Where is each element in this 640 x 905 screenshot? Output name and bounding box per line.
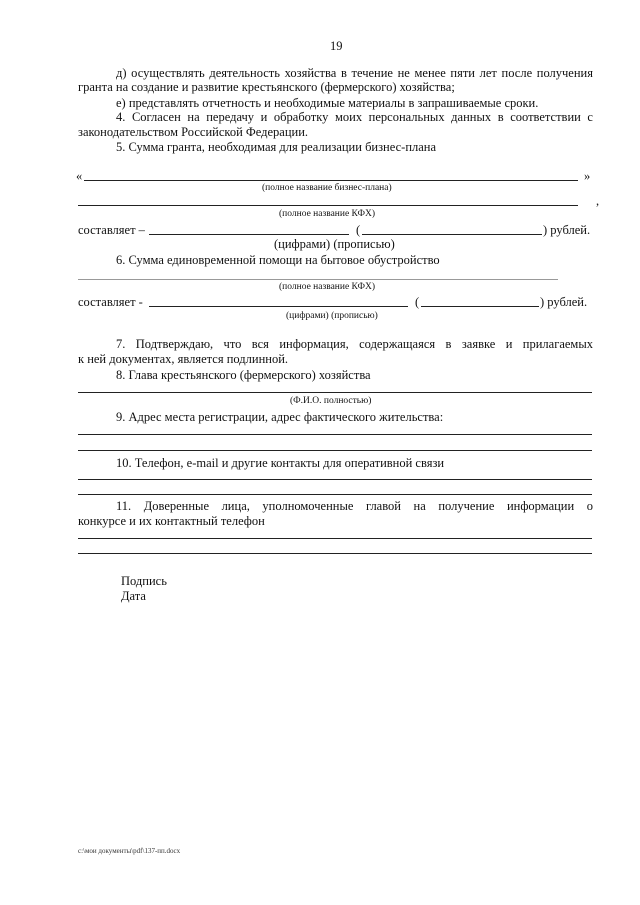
paragraph-e: е) представлять отчетность и необходимые материалы в запрашиваемые сроки. [116, 96, 539, 110]
kfh-name-field[interactable] [78, 205, 578, 206]
contacts-field-line2[interactable] [78, 494, 592, 495]
paragraph-10: 10. Телефон, e-mail и другие контакты для оперативной связи [116, 456, 445, 470]
head-fio-field[interactable] [78, 392, 592, 393]
amount-suffix-1: ) рублей. [543, 223, 591, 237]
paragraph-11-line1: 11. Доверенные лица, уполномоченные главой на получение информации о [116, 499, 593, 513]
caption-kfh: (полное название КФХ) [279, 209, 375, 219]
paragraph-d-line1: д) осуществлять деятельность хозяйства в течение не менее пяти лет после получения [116, 66, 593, 80]
footer-file-path: c:\мои документы\pdf\137-пп.docx [78, 847, 181, 855]
caption-kfh-2: (полное название КФХ) [279, 282, 375, 292]
paragraph-7-line1: 7. Подтверждаю, что вся информация, содержащаяся в заявке и прилагаемых [116, 337, 593, 351]
paragraph-8: 8. Глава крестьянского (фермерского) хозяйства [116, 368, 371, 382]
aid-amount-words-field[interactable] [421, 306, 539, 307]
signature-label: Подпись [121, 574, 167, 588]
paragraph-d-line2: гранта на создание и развитие крестьянского (фермерского) хозяйства; [78, 80, 455, 94]
date-label: Дата [121, 589, 146, 603]
address-field-line2[interactable] [78, 450, 592, 451]
amount-prefix-2: составляет - [78, 295, 143, 309]
trusted-persons-field-line1[interactable] [78, 538, 592, 539]
business-plan-name-field[interactable] [84, 180, 578, 181]
trusted-persons-field-line2[interactable] [78, 553, 592, 554]
page-number: 19 [330, 39, 343, 53]
paragraph-6: 6. Сумма единовременной помощи на бытовое обустройство [116, 253, 440, 267]
paragraph-5: 5. Сумма гранта, необходимая для реализации бизнес-плана [116, 140, 437, 154]
quote-close: » [584, 169, 591, 183]
caption-digits-words-1: (цифрами) (прописью) [274, 237, 395, 251]
paragraph-9: 9. Адрес места регистрации, адрес фактического жительства: [116, 410, 444, 424]
paragraph-4-line1: 4. Согласен на передачу и обработку моих персональных данных в соответствии с [116, 110, 593, 124]
contacts-field-line1[interactable] [78, 479, 592, 480]
paren-open-2: ( [415, 295, 420, 309]
caption-business-plan: (полное название бизнес-плана) [262, 183, 392, 193]
caption-digits-words-2: (цифрами) (прописью) [286, 311, 378, 321]
paragraph-7-line2: к ней документах, является подлинной. [78, 352, 289, 366]
paragraph-11-line2: конкурсе и их контактный телефон [78, 514, 265, 528]
grant-amount-digits-field[interactable] [149, 234, 349, 235]
comma: , [596, 194, 600, 208]
amount-prefix-1: составляет – [78, 223, 145, 237]
address-field-line1[interactable] [78, 434, 592, 435]
grant-amount-words-field[interactable] [362, 234, 542, 235]
paren-open-1: ( [356, 223, 361, 237]
quote-open: « [76, 169, 83, 183]
kfh-name-field-2[interactable] [78, 279, 558, 280]
caption-fio: (Ф.И.О. полностью) [290, 396, 372, 406]
aid-amount-digits-field[interactable] [149, 306, 408, 307]
amount-suffix-2: ) рублей. [540, 295, 588, 309]
paragraph-4-line2: законодательством Российской Федерации. [78, 125, 309, 139]
